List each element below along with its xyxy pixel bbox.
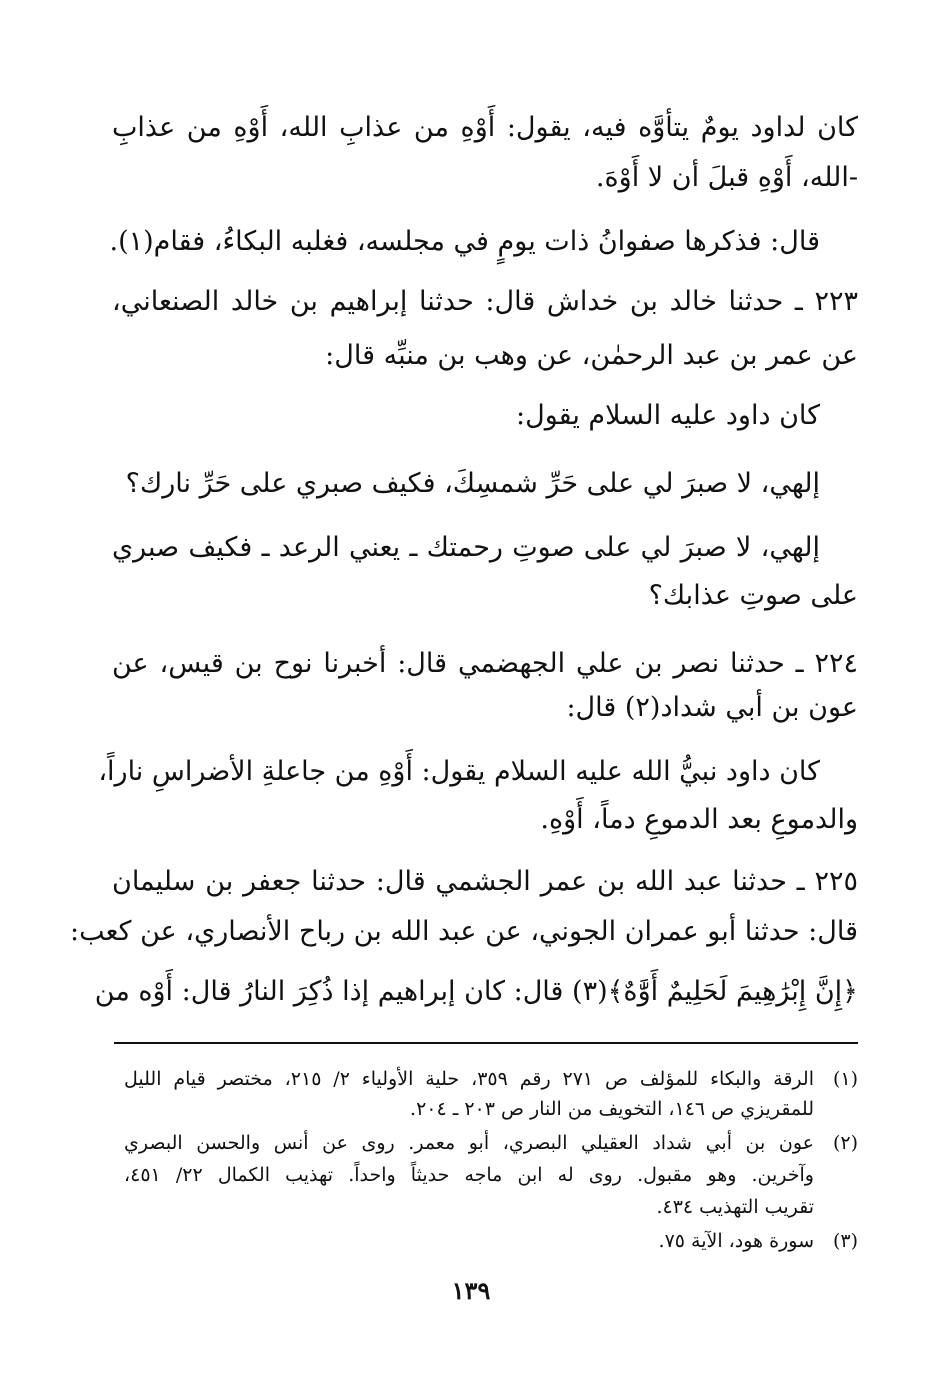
footnote-2-line xyxy=(112,1192,858,1222)
body-line: كان داود عليه السلام يقول: xyxy=(516,400,820,431)
footnote-text: تقريب التهذيب ٤٣٤. xyxy=(656,1196,814,1218)
body-line: والدموعِ بعد الدموعِ دماً، أَوْهِ. xyxy=(540,804,858,835)
body-line: -الله، أَوْهِ قبلَ أن لا أَوْهَ. xyxy=(595,162,858,193)
hadith-224-line: ٢٢٤ ـ حدثنا نصر بن علي الجهضمي قال: أخبرنا نوح بن قيس، عن xyxy=(112,648,858,679)
body-line: على صوتِ عذابك؟ xyxy=(648,580,858,611)
footnote-1-line xyxy=(112,1094,858,1124)
body-line: قال: فذكرها صفوانُ ذات يومٍ في مجلسه، فغلبه البكاءُ، فقام(١). xyxy=(109,226,820,257)
footnote-3-line xyxy=(112,1226,858,1256)
page-number: ١٣٩ xyxy=(451,1276,491,1305)
footnote-mark: (٣) xyxy=(832,1230,858,1252)
footnote-mark: (٢) xyxy=(832,1132,858,1154)
footnote-text: سورة هود، الآية ٧٥. xyxy=(658,1230,814,1252)
quran-verse-line: ﴿إِنَّ إِبْرَٰهِيمَ لَحَلِيمٌ أَوَّٰهٌ﴾(٣) قال: كان إبراهيم إذا ذُكِرَ النارُ قال: أَوْه من xyxy=(94,976,858,1007)
footnote-text: للمقريزي ص ١٤٦، التخويف من النار ص ٢٠٣ ـ ٢٠٤. xyxy=(410,1098,814,1120)
body-line: عن عمر بن عبد الرحمٰن، عن وهب بن منبِّه قال: xyxy=(325,340,858,371)
body-line: كان لداود يومٌ يتأوَّه فيه، يقول: أَوْهِ من عذابِ الله، أَوْهِ من عذابِ xyxy=(112,112,858,143)
hadith-223-line: ٢٢٣ ـ حدثنا خالد بن خداش قال: حدثنا إبراهيم بن خالد الصنعاني، xyxy=(112,286,858,317)
footnote-text: عون بن أبي شداد العقيلي البصري، أبو معمر. روى عن أنس والحسن البصري xyxy=(124,1132,814,1154)
body-line: إلهي، لا صبرَ لي على حَرِّ شمسِكَ، فكيف صبري على حَرِّ نارك؟ xyxy=(125,468,820,499)
hadith-225-line: ٢٢٥ ـ حدثنا عبد الله بن عمر الجشمي قال: حدثنا جعفر بن سليمان xyxy=(112,866,858,897)
body-line: عون بن أبي شداد(٢) قال: xyxy=(566,692,858,723)
body-line: كان داود نبيُّ الله عليه السلام يقول: أَوْهِ من جاعلةِ الأضراسِ ناراً، xyxy=(98,756,820,787)
footnote-2-line xyxy=(112,1160,858,1190)
body-line: قال: حدثنا أبو عمران الجوني، عن عبد الله بن رباح الأنصاري، عن كعب: xyxy=(70,916,858,947)
footnote-1-line xyxy=(112,1064,858,1094)
footnote-2-line xyxy=(112,1128,858,1158)
footnote-text: وآخرين. وهو مقبول. روى له ابن ماجه حديثاً واحداً. تهذيب الكمال ٢٢/ ٤٥١، xyxy=(124,1164,814,1186)
footnote-text: الرقة والبكاء للمؤلف ص ٢٧١ رقم ٣٥٩، حلية الأولياء ٢/ ٢١٥، مختصر قيام الليل xyxy=(124,1068,814,1090)
footnote-divider xyxy=(114,1042,858,1044)
footnote-mark: (١) xyxy=(832,1068,858,1090)
body-line: إلهي، لا صبرَ لي على صوتِ رحمتك ـ يعني الرعد ـ فكيف صبري xyxy=(112,532,820,563)
